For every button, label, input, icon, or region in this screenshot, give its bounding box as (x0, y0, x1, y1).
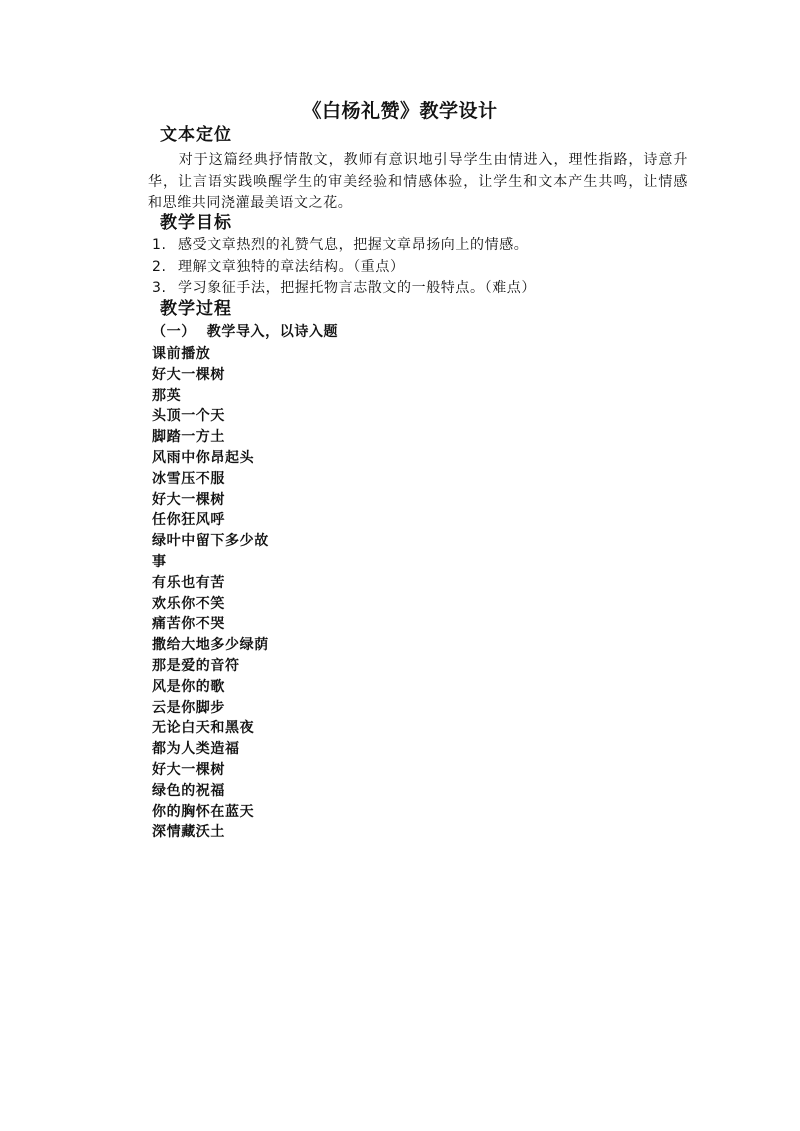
poem-line: 事 (152, 553, 167, 570)
poem-line: 撒给大地多少绿荫 (152, 637, 269, 654)
poem-line: 欢乐你不笑 (152, 595, 225, 612)
section-heading-goals: 教学目标 (160, 213, 232, 233)
poem-line: 脚踏一方土 (152, 429, 225, 446)
poem-line: 风雨中你昂起头 (152, 449, 255, 466)
process-subheading: （一） 教学导入，以诗入题 (152, 324, 339, 340)
goals-list (152, 235, 536, 300)
goal-item (152, 257, 536, 279)
poem-line: 有乐也有苦 (152, 574, 225, 591)
section-heading-positioning: 文本定位 (160, 125, 232, 145)
poem-line: 无论白天和黑夜 (152, 720, 255, 737)
poem-line: 绿叶中留下多少故 (152, 533, 269, 550)
goal-text: 感受文章热烈的礼赞气息，把握文章昂扬向上的情感。 (178, 237, 529, 253)
goal-text: 理解文章独特的章法结构。（重点） (178, 258, 405, 275)
poem-line: 课前播放 (152, 346, 211, 362)
poem-line: 好大一棵树 (152, 366, 225, 383)
goal-item (152, 235, 536, 257)
goal-text: 学习象征手法，把握托物言志散文的一般特点。（难点） (178, 280, 536, 296)
poem-line: 都为人类造福 (152, 741, 240, 758)
poem-line: 深情藏沃土 (152, 824, 225, 841)
poem-line: 冰雪压不服 (152, 470, 225, 487)
poem-line: 那英 (152, 387, 182, 404)
poem-lines (152, 344, 269, 843)
poem-line: 好大一棵树 (152, 491, 225, 508)
document-title: 《白杨礼赞》教学设计 (302, 100, 498, 122)
positioning-paragraph (148, 150, 688, 215)
poem-line: 头顶一个天 (152, 408, 225, 425)
poem-line: 你的胸怀在蓝天 (152, 803, 255, 820)
goal-number: 1. (152, 237, 167, 253)
poem-line: 风是你的歌 (152, 678, 225, 695)
goal-item (152, 278, 536, 300)
positioning-paragraph-text: 对于这篇经典抒情散文，教师有意识地引导学生由情进入，理性指路，诗意升华，让言语实践唤醒学生的审美经验和情感体验，让学生和文本产生共鸣，让情感和思维共同浇灌最美语文之花。 (148, 152, 688, 211)
poem-line: 任你狂风呼 (152, 512, 225, 529)
goal-number: 2. (152, 258, 167, 275)
poem-line: 云是你脚步 (152, 699, 225, 716)
poem-line: 痛苦你不哭 (152, 616, 225, 633)
poem-line: 绿色的祝福 (152, 782, 225, 799)
section-heading-process: 教学过程 (160, 299, 232, 319)
poem-line: 那是爱的音符 (152, 657, 240, 674)
poem-line: 好大一棵树 (152, 761, 225, 778)
goal-number: 3. (152, 280, 167, 296)
